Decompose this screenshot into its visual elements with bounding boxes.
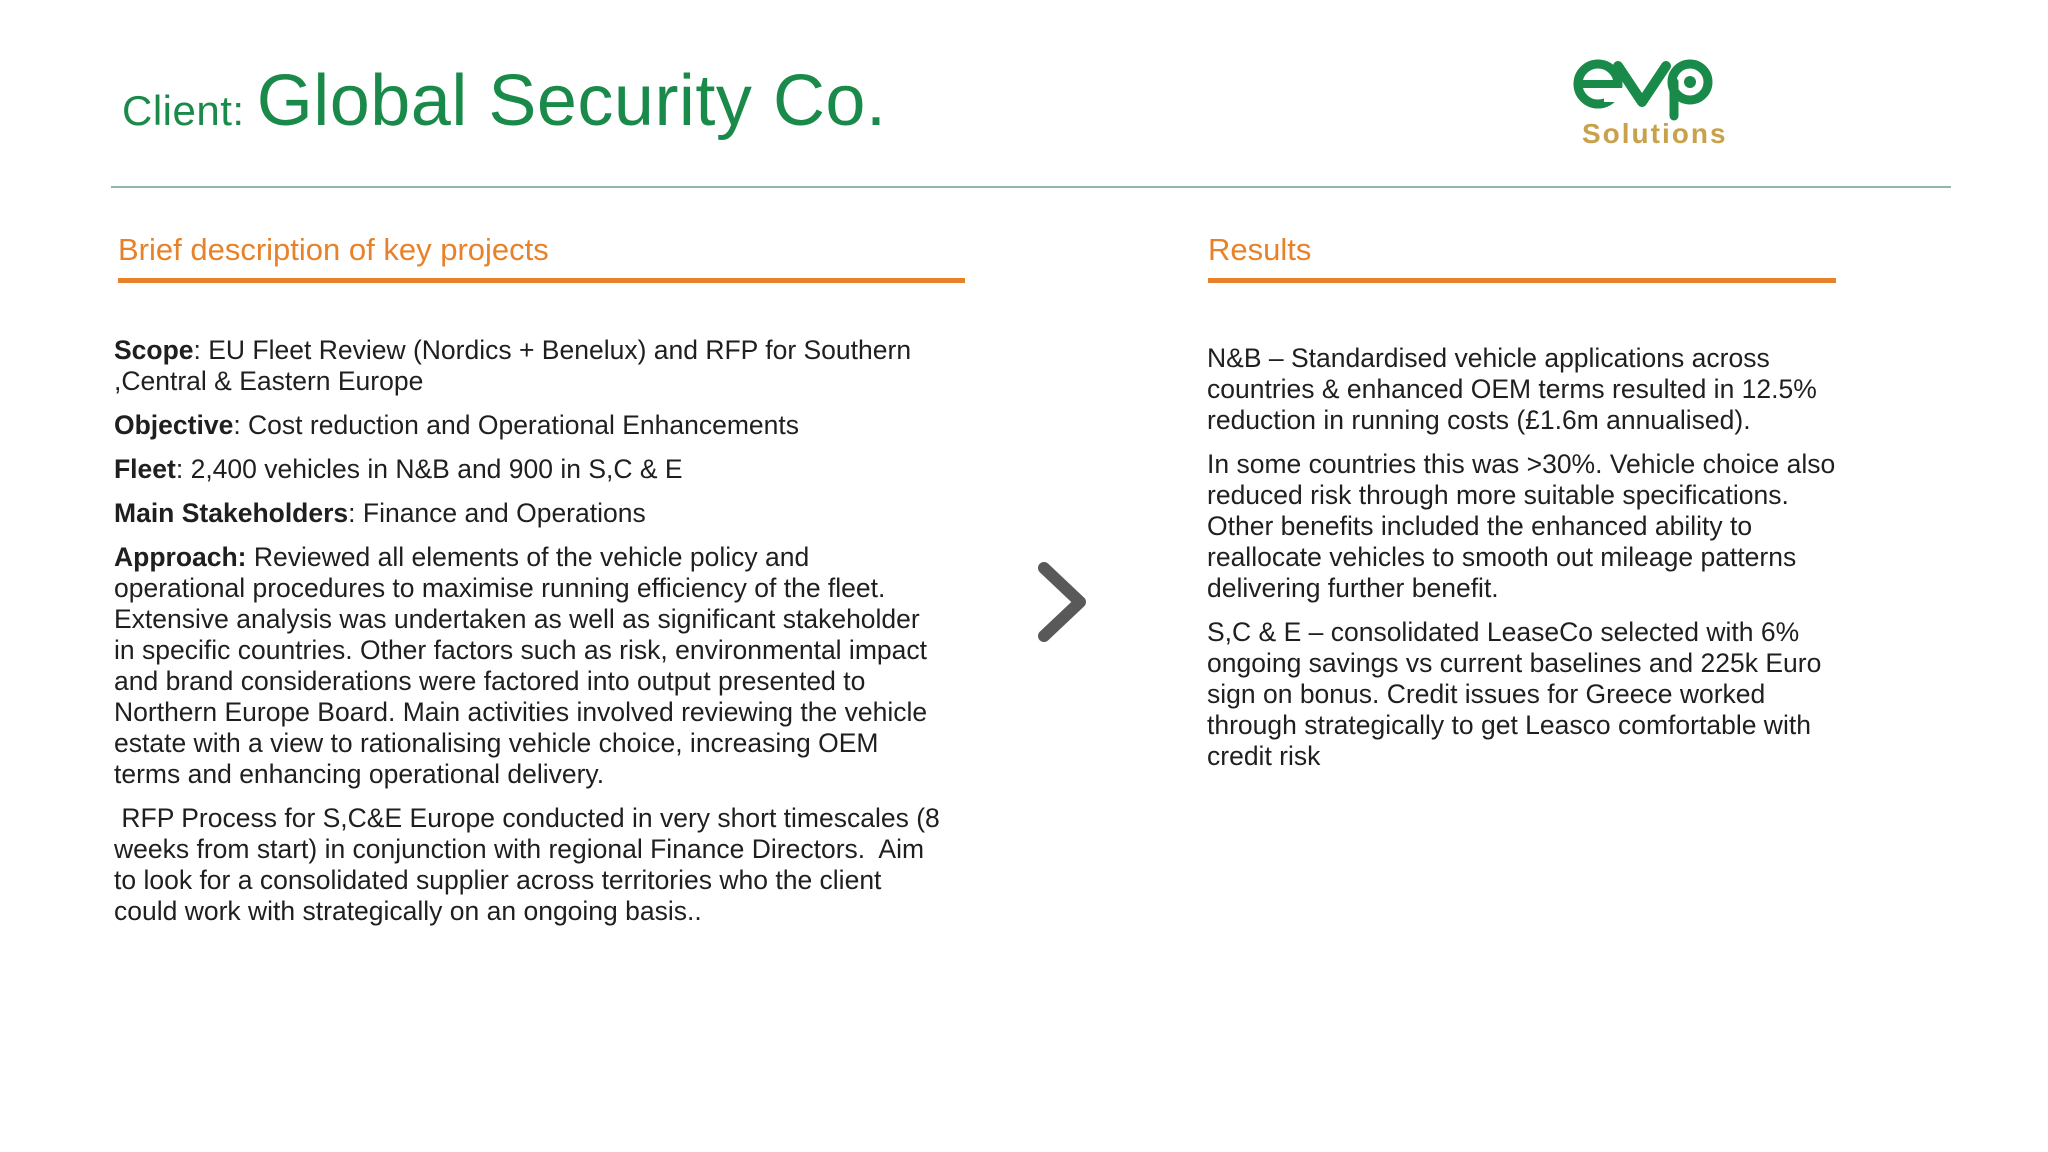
client-label: Client:: [122, 87, 257, 134]
objective-label: Objective: [114, 410, 234, 440]
chevron-right-icon: [1034, 560, 1090, 644]
results-paragraph-nb: N&B – Standardised vehicle applications across countries & enhanced OEM terms resulted in 12.5% reduction in running costs (£1.6m annualised).: [1207, 343, 1817, 435]
approach-text: Reviewed all elements of the vehicle policy and operational procedures to maximise running efficiency of the fleet. Extensive analysis was undertaken as well as significant stakeholder in specific countries. Other factors such as risk, environmental impact and brand considerations were factored into output presented to Northern Europe Board. Main activities involved reviewing the vehicle estate with a view to rationalising vehicle choice, increasing OEM terms and enhancing operational delivery.: [114, 542, 928, 789]
scope-label: Scope: [114, 335, 194, 365]
company-logo: [1570, 52, 1728, 152]
objective-paragraph: [114, 410, 944, 441]
results-paragraph-sce: S,C & E – consolidated LeaseCo selected with 6% ongoing savings vs current baselines and 225k Euro sign on bonus. Credit issues for Greece worked through strategically to get Leasco comfortable with credit risk: [1207, 617, 1822, 771]
page-title: [122, 60, 886, 142]
projects-description: [114, 335, 948, 940]
fleet-paragraph: [114, 454, 944, 485]
header-divider: [111, 186, 1951, 188]
scope-paragraph: [114, 335, 944, 397]
rfp-text: RFP Process for S,C&E Europe conducted in very short timescales (8 weeks from start) in conjunction with regional Finance Directors. Aim to look for a consolidated supplier across territories who the client could work with strategically on an ongoing basis..: [114, 803, 948, 926]
approach-label: Approach:: [114, 542, 247, 572]
results-paragraph-countries: In some countries this was >30%. Vehicle choice also reduced risk through more suitable specifications. Other benefits included the enhanced ability to reallocate vehicles to smooth out mileage patterns delivering further benefit.: [1207, 449, 1836, 603]
results-description: [1207, 343, 1847, 785]
stakeholders-text: : Finance and Operations: [348, 498, 646, 528]
rfp-paragraph: [114, 803, 948, 927]
stakeholders-label: Main Stakeholders: [114, 498, 349, 528]
client-name: Global Security Co.: [256, 61, 887, 141]
objective-text: : Cost reduction and Operational Enhancements: [233, 410, 799, 440]
logo-subtitle: Solutions: [1582, 118, 1728, 149]
results-heading: Results: [1208, 232, 1312, 267]
fleet-label: Fleet: [114, 454, 176, 484]
evp-logo-mark-icon: [1570, 52, 1720, 122]
fleet-text: : 2,400 vehicles in N&B and 900 in S,C & E: [175, 454, 683, 484]
projects-heading-rule: [118, 278, 965, 283]
projects-heading: Brief description of key projects: [118, 232, 549, 267]
approach-paragraph: [114, 542, 944, 790]
scope-text: : EU Fleet Review (Nordics + Benelux) and RFP for Southern ,Central & Eastern Europe: [114, 335, 912, 396]
stakeholders-paragraph: [114, 498, 944, 529]
results-heading-rule: [1208, 278, 1836, 283]
